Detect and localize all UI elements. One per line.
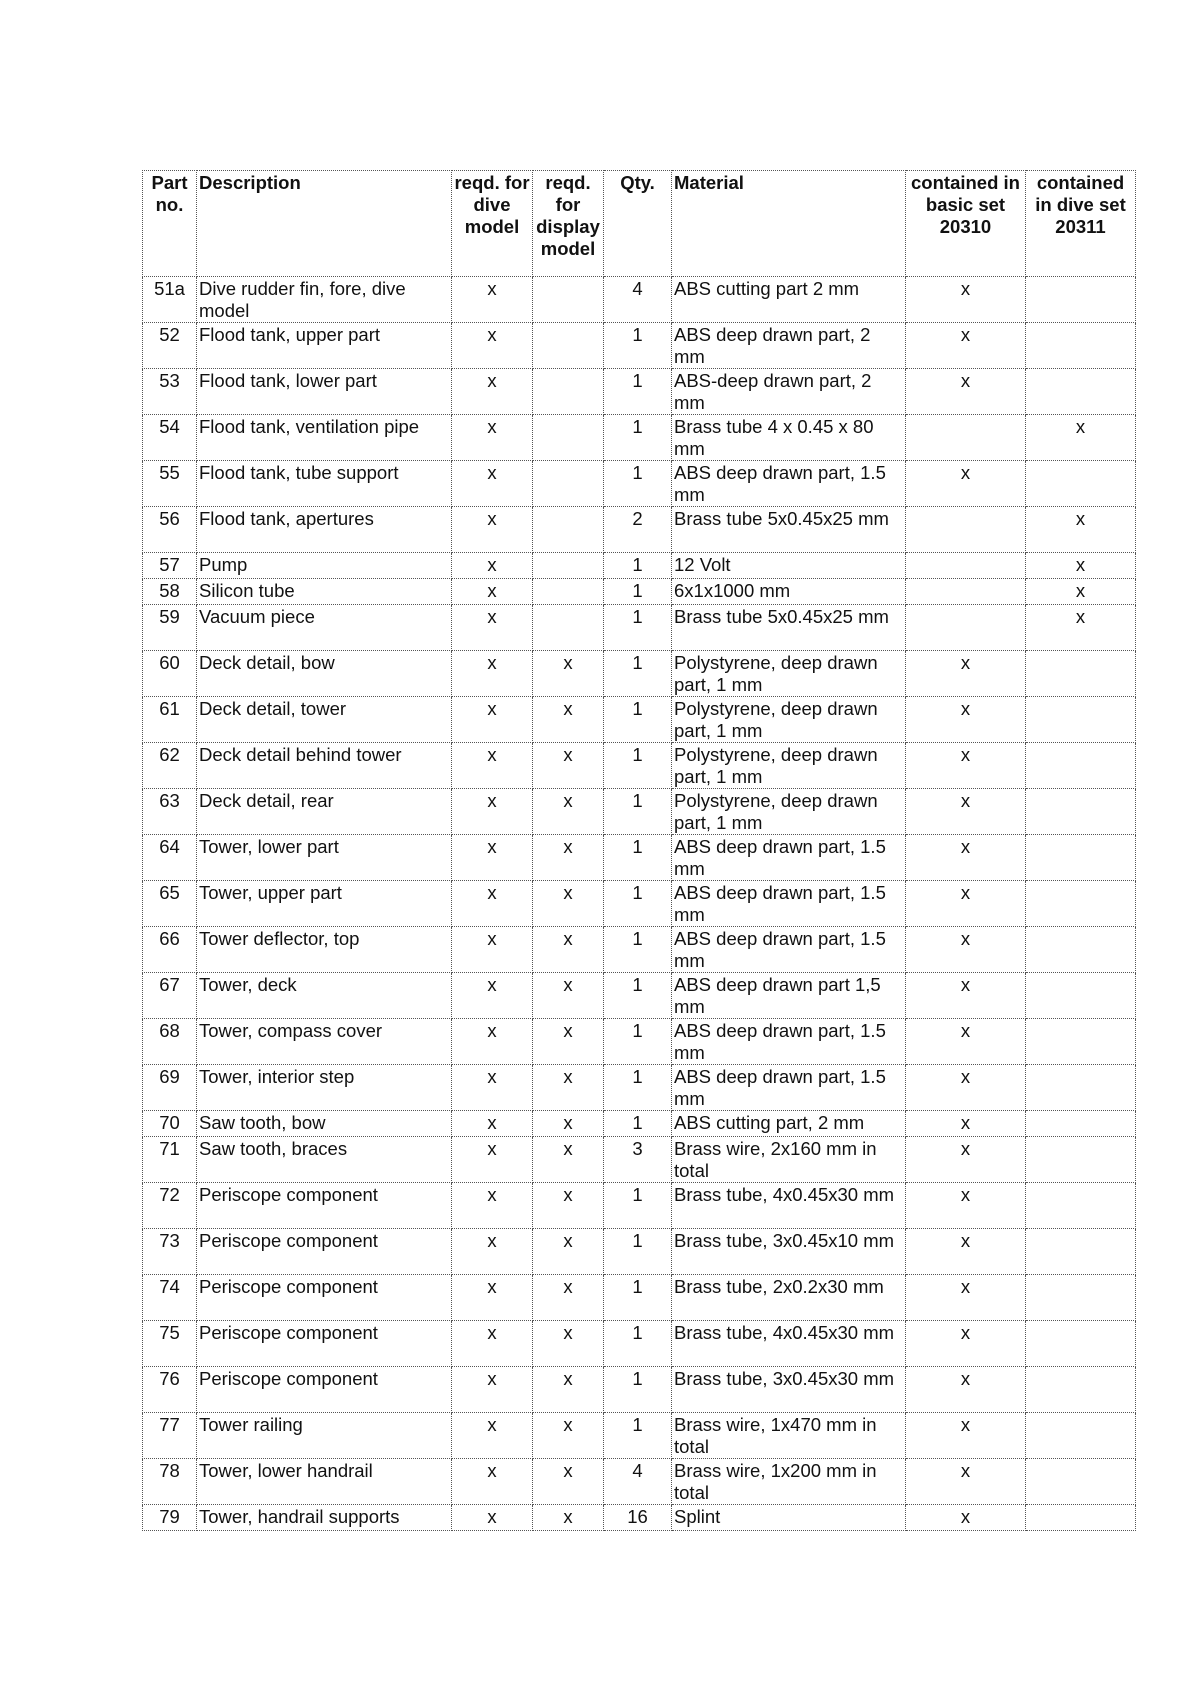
cell-dive-set: [1026, 973, 1136, 1019]
cell-basic-set: x: [906, 461, 1026, 507]
cell-part-no: 62: [143, 743, 197, 789]
cell-dive-set: [1026, 1505, 1136, 1531]
cell-display-model: x: [533, 743, 604, 789]
cell-basic-set: x: [906, 835, 1026, 881]
cell-dive-model: x: [452, 743, 533, 789]
cell-dive-set: x: [1026, 553, 1136, 579]
cell-dive-set: x: [1026, 579, 1136, 605]
cell-dive-model: x: [452, 1111, 533, 1137]
cell-basic-set: x: [906, 277, 1026, 323]
cell-dive-set: [1026, 1019, 1136, 1065]
cell-basic-set: x: [906, 1459, 1026, 1505]
cell-dive-model: x: [452, 579, 533, 605]
cell-basic-set: x: [906, 369, 1026, 415]
cell-display-model: x: [533, 1321, 604, 1367]
cell-material: Brass tube 5x0.45x25 mm: [672, 605, 906, 651]
cell-part-no: 55: [143, 461, 197, 507]
cell-part-no: 68: [143, 1019, 197, 1065]
cell-dive-model: x: [452, 789, 533, 835]
cell-qty: 1: [604, 1019, 672, 1065]
table-row: [143, 927, 1136, 973]
cell-dive-set: [1026, 743, 1136, 789]
cell-basic-set: x: [906, 1111, 1026, 1137]
table-row: [143, 1229, 1136, 1275]
cell-material: ABS deep drawn part, 1.5 mm: [672, 881, 906, 927]
cell-part-no: 58: [143, 579, 197, 605]
cell-description: Tower deflector, top: [197, 927, 452, 973]
cell-display-model: [533, 415, 604, 461]
cell-basic-set: x: [906, 1183, 1026, 1229]
cell-part-no: 66: [143, 927, 197, 973]
cell-dive-set: [1026, 277, 1136, 323]
cell-material: Polystyrene, deep drawn part, 1 mm: [672, 697, 906, 743]
header-display-model: reqd. for display model: [533, 171, 604, 277]
cell-material: ABS deep drawn part, 1.5 mm: [672, 927, 906, 973]
cell-part-no: 60: [143, 651, 197, 697]
cell-material: ABS-deep drawn part, 2 mm: [672, 369, 906, 415]
cell-basic-set: x: [906, 1019, 1026, 1065]
table-row: [143, 415, 1136, 461]
cell-dive-set: [1026, 323, 1136, 369]
cell-dive-model: x: [452, 1065, 533, 1111]
cell-basic-set: x: [906, 651, 1026, 697]
cell-description: Flood tank, upper part: [197, 323, 452, 369]
cell-dive-set: [1026, 1183, 1136, 1229]
cell-dive-set: [1026, 651, 1136, 697]
cell-material: ABS deep drawn part, 1.5 mm: [672, 1065, 906, 1111]
table-row: [143, 1065, 1136, 1111]
cell-part-no: 74: [143, 1275, 197, 1321]
table-row: [143, 369, 1136, 415]
cell-dive-set: [1026, 461, 1136, 507]
cell-description: Tower, lower part: [197, 835, 452, 881]
cell-part-no: 63: [143, 789, 197, 835]
cell-dive-set: [1026, 927, 1136, 973]
cell-display-model: [533, 507, 604, 553]
header-description: Description: [197, 171, 452, 277]
cell-part-no: 72: [143, 1183, 197, 1229]
cell-material: ABS deep drawn part, 1.5 mm: [672, 1019, 906, 1065]
cell-description: Deck detail, bow: [197, 651, 452, 697]
cell-dive-set: [1026, 1459, 1136, 1505]
cell-description: Tower, lower handrail: [197, 1459, 452, 1505]
parts-table: [142, 170, 1136, 1531]
cell-material: Brass tube, 4x0.45x30 mm: [672, 1321, 906, 1367]
cell-description: Tower, compass cover: [197, 1019, 452, 1065]
cell-dive-model: x: [452, 369, 533, 415]
cell-material: Brass wire, 1x200 mm in total: [672, 1459, 906, 1505]
table-row: [143, 605, 1136, 651]
cell-part-no: 61: [143, 697, 197, 743]
cell-part-no: 52: [143, 323, 197, 369]
table-row: [143, 1137, 1136, 1183]
cell-dive-model: x: [452, 1137, 533, 1183]
cell-qty: 1: [604, 1275, 672, 1321]
cell-display-model: x: [533, 1019, 604, 1065]
cell-part-no: 77: [143, 1413, 197, 1459]
cell-display-model: [533, 461, 604, 507]
cell-material: Brass tube 4 x 0.45 x 80 mm: [672, 415, 906, 461]
table-row: [143, 973, 1136, 1019]
cell-dive-set: [1026, 881, 1136, 927]
cell-description: Saw tooth, braces: [197, 1137, 452, 1183]
table-row: [143, 651, 1136, 697]
table-row: [143, 1459, 1136, 1505]
cell-part-no: 51a: [143, 277, 197, 323]
cell-basic-set: x: [906, 927, 1026, 973]
cell-dive-model: x: [452, 323, 533, 369]
cell-material: 6x1x1000 mm: [672, 579, 906, 605]
cell-material: ABS deep drawn part, 1.5 mm: [672, 461, 906, 507]
cell-description: Tower, interior step: [197, 1065, 452, 1111]
cell-dive-model: x: [452, 973, 533, 1019]
cell-dive-model: x: [452, 1019, 533, 1065]
cell-dive-model: x: [452, 605, 533, 651]
cell-part-no: 57: [143, 553, 197, 579]
cell-dive-set: [1026, 1275, 1136, 1321]
cell-qty: 1: [604, 1183, 672, 1229]
cell-part-no: 53: [143, 369, 197, 415]
cell-material: Brass tube, 2x0.2x30 mm: [672, 1275, 906, 1321]
cell-dive-model: x: [452, 1229, 533, 1275]
cell-dive-model: x: [452, 1367, 533, 1413]
cell-display-model: x: [533, 789, 604, 835]
cell-dive-model: x: [452, 1413, 533, 1459]
table-row: [143, 881, 1136, 927]
cell-basic-set: [906, 579, 1026, 605]
cell-part-no: 65: [143, 881, 197, 927]
cell-dive-set: [1026, 1111, 1136, 1137]
cell-display-model: [533, 553, 604, 579]
table-row: [143, 461, 1136, 507]
table-row: [143, 579, 1136, 605]
cell-dive-set: [1026, 1321, 1136, 1367]
cell-qty: 1: [604, 1065, 672, 1111]
cell-dive-model: x: [452, 1183, 533, 1229]
cell-dive-set: [1026, 1137, 1136, 1183]
cell-description: Deck detail behind tower: [197, 743, 452, 789]
cell-display-model: x: [533, 1275, 604, 1321]
cell-description: Silicon tube: [197, 579, 452, 605]
cell-material: Brass tube, 4x0.45x30 mm: [672, 1183, 906, 1229]
cell-display-model: x: [533, 927, 604, 973]
table-row: [143, 835, 1136, 881]
cell-description: Periscope component: [197, 1321, 452, 1367]
cell-dive-model: x: [452, 927, 533, 973]
cell-display-model: [533, 579, 604, 605]
cell-qty: 1: [604, 743, 672, 789]
cell-qty: 1: [604, 323, 672, 369]
cell-display-model: x: [533, 1137, 604, 1183]
cell-material: Polystyrene, deep drawn part, 1 mm: [672, 789, 906, 835]
cell-qty: 1: [604, 651, 672, 697]
cell-dive-model: x: [452, 415, 533, 461]
table-row: [143, 1275, 1136, 1321]
cell-qty: 1: [604, 1229, 672, 1275]
cell-display-model: x: [533, 973, 604, 1019]
table-row: [143, 697, 1136, 743]
cell-material: ABS cutting part, 2 mm: [672, 1111, 906, 1137]
cell-qty: 1: [604, 369, 672, 415]
cell-dive-model: x: [452, 1459, 533, 1505]
cell-qty: 3: [604, 1137, 672, 1183]
cell-basic-set: x: [906, 973, 1026, 1019]
cell-material: ABS deep drawn part, 2 mm: [672, 323, 906, 369]
cell-qty: 1: [604, 973, 672, 1019]
cell-display-model: x: [533, 651, 604, 697]
cell-material: ABS cutting part 2 mm: [672, 277, 906, 323]
cell-display-model: x: [533, 1459, 604, 1505]
cell-basic-set: [906, 507, 1026, 553]
cell-dive-set: x: [1026, 605, 1136, 651]
cell-part-no: 54: [143, 415, 197, 461]
cell-part-no: 71: [143, 1137, 197, 1183]
cell-qty: 4: [604, 1459, 672, 1505]
table-row: [143, 1111, 1136, 1137]
cell-part-no: 64: [143, 835, 197, 881]
cell-description: Deck detail, tower: [197, 697, 452, 743]
cell-dive-model: x: [452, 697, 533, 743]
cell-material: Splint: [672, 1505, 906, 1531]
cell-basic-set: x: [906, 1229, 1026, 1275]
table-row: [143, 743, 1136, 789]
cell-description: Periscope component: [197, 1229, 452, 1275]
header-material: Material: [672, 171, 906, 277]
cell-qty: 1: [604, 1321, 672, 1367]
cell-basic-set: [906, 605, 1026, 651]
cell-display-model: x: [533, 835, 604, 881]
cell-dive-model: x: [452, 835, 533, 881]
cell-dive-set: [1026, 1413, 1136, 1459]
cell-basic-set: x: [906, 1275, 1026, 1321]
cell-description: Flood tank, tube support: [197, 461, 452, 507]
header-basic-set: contained in basic set 20310: [906, 171, 1026, 277]
header-row: [143, 171, 1136, 277]
cell-description: Flood tank, ventilation pipe: [197, 415, 452, 461]
cell-qty: 1: [604, 415, 672, 461]
header-part-no: Part no.: [143, 171, 197, 277]
cell-qty: 1: [604, 835, 672, 881]
cell-qty: 1: [604, 553, 672, 579]
cell-description: Tower railing: [197, 1413, 452, 1459]
table-row: [143, 1505, 1136, 1531]
cell-description: Tower, handrail supports: [197, 1505, 452, 1531]
cell-material: Brass wire, 2x160 mm in total: [672, 1137, 906, 1183]
cell-basic-set: x: [906, 697, 1026, 743]
cell-display-model: x: [533, 1413, 604, 1459]
table-row: [143, 1367, 1136, 1413]
cell-material: 12 Volt: [672, 553, 906, 579]
cell-material: Polystyrene, deep drawn part, 1 mm: [672, 651, 906, 697]
cell-material: Polystyrene, deep drawn part, 1 mm: [672, 743, 906, 789]
cell-basic-set: x: [906, 1367, 1026, 1413]
cell-display-model: x: [533, 881, 604, 927]
cell-material: Brass tube, 3x0.45x10 mm: [672, 1229, 906, 1275]
cell-basic-set: [906, 415, 1026, 461]
cell-description: Saw tooth, bow: [197, 1111, 452, 1137]
cell-material: ABS deep drawn part 1,5 mm: [672, 973, 906, 1019]
cell-description: Tower, upper part: [197, 881, 452, 927]
cell-basic-set: x: [906, 743, 1026, 789]
cell-basic-set: x: [906, 1413, 1026, 1459]
cell-material: ABS deep drawn part, 1.5 mm: [672, 835, 906, 881]
cell-basic-set: x: [906, 1137, 1026, 1183]
cell-part-no: 67: [143, 973, 197, 1019]
cell-description: Pump: [197, 553, 452, 579]
cell-description: Dive rudder fin, fore, dive model: [197, 277, 452, 323]
cell-qty: 2: [604, 507, 672, 553]
cell-dive-set: x: [1026, 507, 1136, 553]
cell-display-model: [533, 323, 604, 369]
cell-dive-model: x: [452, 1505, 533, 1531]
cell-dive-model: x: [452, 277, 533, 323]
cell-basic-set: x: [906, 323, 1026, 369]
cell-description: Flood tank, apertures: [197, 507, 452, 553]
cell-qty: 1: [604, 927, 672, 973]
cell-display-model: [533, 369, 604, 415]
cell-qty: 1: [604, 605, 672, 651]
cell-qty: 1: [604, 461, 672, 507]
cell-description: Deck detail, rear: [197, 789, 452, 835]
cell-display-model: x: [533, 1065, 604, 1111]
cell-basic-set: x: [906, 1505, 1026, 1531]
cell-dive-model: x: [452, 507, 533, 553]
cell-dive-model: x: [452, 461, 533, 507]
table-row: [143, 1321, 1136, 1367]
header-dive-set: contained in dive set 20311: [1026, 171, 1136, 277]
cell-part-no: 56: [143, 507, 197, 553]
table-row: [143, 789, 1136, 835]
cell-display-model: x: [533, 697, 604, 743]
cell-basic-set: [906, 553, 1026, 579]
cell-part-no: 69: [143, 1065, 197, 1111]
cell-qty: 1: [604, 1367, 672, 1413]
cell-dive-model: x: [452, 651, 533, 697]
cell-dive-set: [1026, 789, 1136, 835]
cell-material: Brass tube 5x0.45x25 mm: [672, 507, 906, 553]
cell-display-model: x: [533, 1183, 604, 1229]
cell-display-model: x: [533, 1111, 604, 1137]
cell-part-no: 75: [143, 1321, 197, 1367]
cell-dive-set: [1026, 835, 1136, 881]
table-row: [143, 507, 1136, 553]
cell-part-no: 59: [143, 605, 197, 651]
cell-display-model: x: [533, 1367, 604, 1413]
cell-dive-set: [1026, 1367, 1136, 1413]
cell-part-no: 78: [143, 1459, 197, 1505]
cell-qty: 1: [604, 697, 672, 743]
cell-qty: 4: [604, 277, 672, 323]
cell-description: Flood tank, lower part: [197, 369, 452, 415]
table-row: [143, 553, 1136, 579]
cell-dive-set: [1026, 369, 1136, 415]
cell-basic-set: x: [906, 1065, 1026, 1111]
cell-basic-set: x: [906, 1321, 1026, 1367]
cell-qty: 1: [604, 579, 672, 605]
cell-dive-set: [1026, 697, 1136, 743]
cell-display-model: [533, 605, 604, 651]
cell-description: Vacuum piece: [197, 605, 452, 651]
cell-basic-set: x: [906, 881, 1026, 927]
cell-display-model: x: [533, 1229, 604, 1275]
cell-qty: 1: [604, 881, 672, 927]
cell-basic-set: x: [906, 789, 1026, 835]
table-row: [143, 323, 1136, 369]
cell-dive-model: x: [452, 1275, 533, 1321]
table-row: [143, 277, 1136, 323]
table-row: [143, 1019, 1136, 1065]
cell-part-no: 73: [143, 1229, 197, 1275]
cell-material: Brass tube, 3x0.45x30 mm: [672, 1367, 906, 1413]
cell-display-model: x: [533, 1505, 604, 1531]
cell-qty: 1: [604, 1111, 672, 1137]
cell-part-no: 76: [143, 1367, 197, 1413]
cell-description: Periscope component: [197, 1183, 452, 1229]
cell-dive-set: [1026, 1229, 1136, 1275]
cell-qty: 16: [604, 1505, 672, 1531]
table-row: [143, 1413, 1136, 1459]
cell-dive-set: x: [1026, 415, 1136, 461]
header-qty: Qty.: [604, 171, 672, 277]
cell-dive-model: x: [452, 553, 533, 579]
cell-dive-model: x: [452, 881, 533, 927]
table-row: [143, 1183, 1136, 1229]
cell-description: Tower, deck: [197, 973, 452, 1019]
cell-material: Brass wire, 1x470 mm in total: [672, 1413, 906, 1459]
header-dive-model: reqd. for dive model: [452, 171, 533, 277]
cell-part-no: 79: [143, 1505, 197, 1531]
cell-dive-model: x: [452, 1321, 533, 1367]
cell-description: Periscope component: [197, 1367, 452, 1413]
cell-description: Periscope component: [197, 1275, 452, 1321]
cell-display-model: [533, 277, 604, 323]
cell-dive-set: [1026, 1065, 1136, 1111]
cell-qty: 1: [604, 1413, 672, 1459]
cell-part-no: 70: [143, 1111, 197, 1137]
cell-qty: 1: [604, 789, 672, 835]
